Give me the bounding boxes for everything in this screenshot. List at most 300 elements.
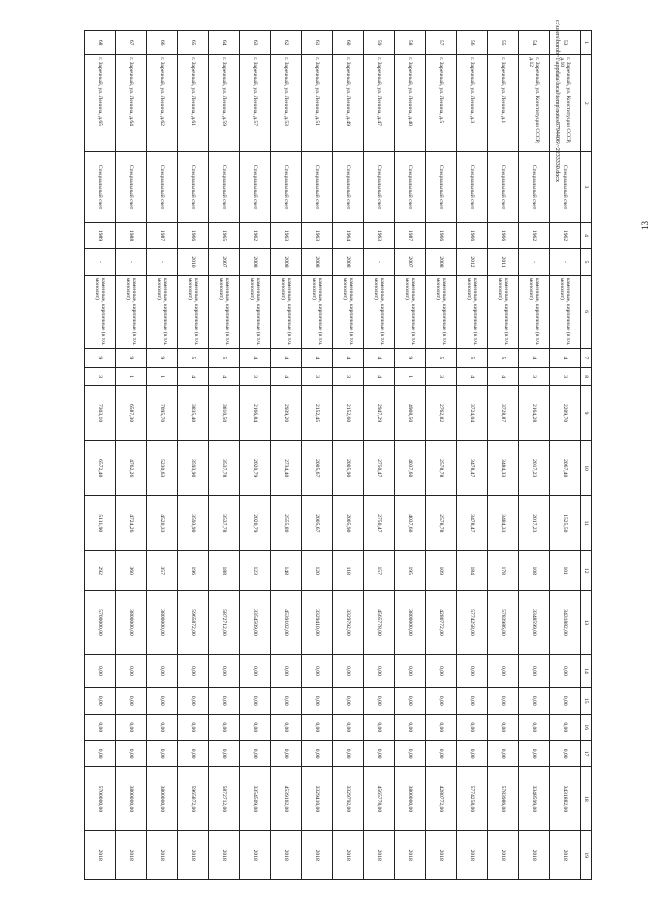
- table-cell: 2018: [178, 831, 209, 880]
- table-cell: каменные, кирпичные (в т.ч. монолит): [240, 275, 271, 348]
- table-cell: 3: [519, 368, 550, 386]
- table-cell: 1966: [457, 222, 488, 248]
- table-cell: 0,00: [116, 714, 147, 740]
- table-cell: 68: [85, 31, 116, 55]
- column-header: 18: [581, 767, 592, 831]
- table-cell: Специальный счет: [333, 152, 364, 223]
- table-cell: 0,00: [488, 688, 519, 714]
- table-cell: 58: [395, 31, 426, 55]
- column-header: 15: [581, 688, 592, 714]
- table-cell: 0,00: [271, 654, 302, 687]
- table-cell: 196: [178, 551, 209, 591]
- table-cell: -: [364, 249, 395, 275]
- table-cell: Специальный счет: [116, 152, 147, 223]
- table-cell: 3348599,00: [519, 767, 550, 831]
- table-cell: 0,00: [147, 740, 178, 766]
- table-cell: 0,00: [519, 714, 550, 740]
- table-cell: 2010: [178, 249, 209, 275]
- table-cell: 2018: [395, 831, 426, 880]
- table-cell: 2020,79: [240, 496, 271, 551]
- table-cell: 4565778,00: [364, 591, 395, 655]
- table-cell: г. Заречный, ул. Ленина, д.61: [178, 55, 209, 152]
- table-cell: 4: [333, 348, 364, 368]
- table-cell: 0,00: [271, 714, 302, 740]
- table-cell: 4: [209, 368, 240, 386]
- table-cell: 0,00: [116, 654, 147, 687]
- table-cell: 2008: [333, 249, 364, 275]
- table-cell: 0,00: [550, 654, 581, 687]
- table-cell: 108: [519, 551, 550, 591]
- table-cell: 56: [457, 31, 488, 55]
- table-cell: 1963: [302, 222, 333, 248]
- table-cell: 3354509,00: [240, 767, 271, 831]
- column-header: 17: [581, 740, 592, 766]
- column-header: 13: [581, 591, 592, 655]
- table-cell: 4908,50: [395, 385, 426, 440]
- table-cell: 5: [457, 348, 488, 368]
- table-cell: 4565778,00: [364, 767, 395, 831]
- table-cell: каменные, кирпичные (в т.ч. монолит): [426, 275, 457, 348]
- table-cell: 54: [519, 31, 550, 55]
- table-cell: г. Заречный, ул. Ленина, д.65: [85, 55, 116, 152]
- table-row: [85, 31, 116, 880]
- table-cell: г. Заречный, ул. Ленина, д.64: [116, 55, 147, 152]
- table-cell: каменные, кирпичные (в т.ч. монолит): [519, 275, 550, 348]
- table-cell: 0,00: [364, 654, 395, 687]
- table-cell: каменные, кирпичные (в т.ч. монолит): [147, 275, 178, 348]
- table-cell: Специальный счет: [209, 152, 240, 223]
- table-cell: 2008: [271, 249, 302, 275]
- table-cell: 0,00: [426, 688, 457, 714]
- table-cell: 0,00: [302, 654, 333, 687]
- table-cell: 2018: [426, 831, 457, 880]
- table-cell: 0,00: [333, 688, 364, 714]
- table-cell: 2939,20: [271, 385, 302, 440]
- table-cell: 2018: [85, 831, 116, 880]
- file-path-footer: c:\users\borob~1\appdata\local\temp\notes8794406\~2233330.docx: [554, 20, 560, 182]
- table-cell: 5: [209, 348, 240, 368]
- table-cell: 357: [147, 551, 178, 591]
- table-cell: 0,00: [178, 688, 209, 714]
- table-cell: -: [147, 249, 178, 275]
- table-cell: 3478,47: [457, 496, 488, 551]
- table-cell: 2020,79: [240, 441, 271, 496]
- table-cell: 3: [550, 368, 581, 386]
- table-cell: 65: [178, 31, 209, 55]
- table-cell: 5783986,00: [488, 591, 519, 655]
- table-cell: 2762,82: [426, 385, 457, 440]
- table-cell: 2005,90: [333, 496, 364, 551]
- table-row: [302, 31, 333, 880]
- table-cell: 184: [457, 551, 488, 591]
- table-cell: Специальный счет: [85, 152, 116, 223]
- table-cell: 3: [85, 368, 116, 386]
- table-cell: 4037,60: [395, 496, 426, 551]
- table-cell: 5111,90: [85, 496, 116, 551]
- table-cell: 2018: [519, 831, 550, 880]
- table-cell: 2018: [364, 831, 395, 880]
- table-cell: 0,00: [457, 714, 488, 740]
- table-cell: 0,00: [519, 654, 550, 687]
- table-cell: Специальный счет: [426, 152, 457, 223]
- table-cell: 195: [395, 551, 426, 591]
- table-cell: 1987: [147, 222, 178, 248]
- table-cell: 3728,87: [488, 385, 519, 440]
- table-cell: 2555,80: [271, 496, 302, 551]
- table-row: [333, 31, 364, 880]
- table-cell: каменные, кирпичные (в т.ч. монолит): [550, 275, 581, 348]
- table-cell: 0,00: [395, 688, 426, 714]
- table-cell: 120: [302, 551, 333, 591]
- table-cell: 3484,33: [488, 496, 519, 551]
- table-cell: 9: [147, 348, 178, 368]
- table-cell: Специальный счет: [240, 152, 271, 223]
- table-cell: 2152,45: [302, 385, 333, 440]
- table-cell: 4: [271, 368, 302, 386]
- table-cell: 3: [333, 368, 364, 386]
- table-cell: 4539102,00: [271, 767, 302, 831]
- table-cell: 3329410,00: [302, 767, 333, 831]
- table-cell: 0,00: [488, 714, 519, 740]
- table-cell: г. Заречный, ул. Ленина, д.59: [209, 55, 240, 152]
- table-cell: Специальный счет: [457, 152, 488, 223]
- table-cell: 64: [209, 31, 240, 55]
- table-cell: 3800000,00: [116, 767, 147, 831]
- table-cell: 2018: [240, 831, 271, 880]
- table-cell: каменные, кирпичные (в т.ч. монолит): [178, 275, 209, 348]
- table-cell: 0,00: [85, 714, 116, 740]
- table-cell: Специальный счет: [488, 152, 519, 223]
- column-header: 12: [581, 551, 592, 591]
- table-cell: 178: [488, 551, 519, 591]
- column-header: 14: [581, 654, 592, 687]
- table-cell: 1988: [116, 222, 147, 248]
- table-cell: 5: [488, 348, 519, 368]
- column-header: 3: [581, 152, 592, 223]
- table-cell: 4: [488, 368, 519, 386]
- page-number: 13: [640, 221, 650, 230]
- table-cell: 3431882,00: [550, 767, 581, 831]
- table-cell: 0,00: [488, 740, 519, 766]
- table-cell: 0,00: [550, 688, 581, 714]
- table-cell: 4539102,00: [271, 591, 302, 655]
- table-row: [519, 31, 550, 880]
- table-cell: 2007: [209, 249, 240, 275]
- table-cell: 59: [364, 31, 395, 55]
- table-cell: 4: [364, 348, 395, 368]
- table-cell: 3348599,00: [519, 591, 550, 655]
- table-cell: 4520,33: [147, 496, 178, 551]
- table-cell: 7095,70: [147, 385, 178, 440]
- table-cell: Специальный счет: [302, 152, 333, 223]
- column-header: 8: [581, 368, 592, 386]
- column-header: 9: [581, 385, 592, 440]
- table-cell: 0,00: [302, 714, 333, 740]
- table-cell: 360: [116, 551, 147, 591]
- table-cell: г. Заречный, ул. Ленина, д.47: [364, 55, 395, 152]
- table-cell: 66: [147, 31, 178, 55]
- table-row: [178, 31, 209, 880]
- table-cell: 4280772,00: [426, 591, 457, 655]
- table-cell: 4: [302, 348, 333, 368]
- table-cell: 2067,40: [550, 441, 581, 496]
- table-cell: 2578,78: [426, 441, 457, 496]
- table-cell: 0,00: [85, 654, 116, 687]
- table-cell: г. Заречный, ул. Ленина, д.57: [240, 55, 271, 152]
- table-cell: 0,00: [271, 688, 302, 714]
- table-cell: 3329792,00: [333, 591, 364, 655]
- table-cell: 118: [333, 551, 364, 591]
- table-cell: 0,00: [240, 654, 271, 687]
- table-row: [240, 31, 271, 880]
- table-cell: 1: [116, 368, 147, 386]
- table-cell: 5700000,00: [85, 591, 116, 655]
- table-cell: 0,00: [333, 740, 364, 766]
- table-cell: 3: [302, 368, 333, 386]
- table-cell: Специальный счет: [271, 152, 302, 223]
- table-cell: 62: [271, 31, 302, 55]
- table-cell: 0,00: [457, 688, 488, 714]
- table-cell: 0,00: [302, 688, 333, 714]
- table-cell: 123: [240, 551, 271, 591]
- table-cell: каменные, кирпичные (в т.ч. монолит): [302, 275, 333, 348]
- table-cell: г. Заречный, ул. Ленина, д.53: [271, 55, 302, 152]
- table-cell: Специальный счет: [364, 152, 395, 223]
- table-cell: 2018: [550, 831, 581, 880]
- table-cell: 0,00: [85, 688, 116, 714]
- table-cell: 3800000,00: [395, 591, 426, 655]
- table-cell: 5872712,00: [209, 591, 240, 655]
- table-cell: 0,00: [364, 714, 395, 740]
- table-cell: 1989: [85, 222, 116, 248]
- table-cell: 0,00: [209, 740, 240, 766]
- table-cell: каменные, кирпичные (в т.ч. монолит): [488, 275, 519, 348]
- table-cell: 1966: [426, 222, 457, 248]
- table-cell: 2018: [488, 831, 519, 880]
- table-body: [85, 31, 592, 880]
- table-cell: 0,00: [240, 714, 271, 740]
- table-cell: г. Заречный, ул. Ленина, д.40: [395, 55, 426, 152]
- column-header: 4: [581, 222, 592, 248]
- table-cell: 3478,47: [457, 441, 488, 496]
- table-cell: 2017,23: [519, 441, 550, 496]
- table-cell: 5965872,00: [178, 767, 209, 831]
- table-cell: 0,00: [395, 654, 426, 687]
- table-cell: 2578,78: [426, 496, 457, 551]
- table-cell: 5774258,00: [457, 591, 488, 655]
- table-cell: 6587,30: [116, 385, 147, 440]
- table-cell: 0,00: [426, 740, 457, 766]
- table-cell: 0,00: [519, 740, 550, 766]
- table-cell: 0,00: [240, 688, 271, 714]
- table-cell: 1963: [271, 222, 302, 248]
- table-cell: 2018: [333, 831, 364, 880]
- table-cell: 2018: [147, 831, 178, 880]
- table-row: [116, 31, 147, 880]
- column-header: 19: [581, 831, 592, 880]
- table-row: [488, 31, 519, 880]
- column-header: 2: [581, 55, 592, 152]
- table-cell: 3593,90: [178, 441, 209, 496]
- table-cell: 2734,40: [271, 441, 302, 496]
- table-cell: 7303,10: [85, 385, 116, 440]
- table-cell: 2011: [488, 249, 519, 275]
- table-cell: 0,00: [178, 714, 209, 740]
- table-cell: 4037,60: [395, 441, 426, 496]
- table-cell: 0,00: [519, 688, 550, 714]
- table-cell: каменные, кирпичные (в т.ч. монолит): [457, 275, 488, 348]
- table-cell: 67: [116, 31, 147, 55]
- table-cell: 0,00: [426, 714, 457, 740]
- housing-table: [84, 30, 592, 880]
- table-cell: 4: [178, 368, 209, 386]
- table-cell: 0,00: [271, 740, 302, 766]
- table-cell: 2008: [240, 249, 271, 275]
- table-cell: каменные, кирпичные (в т.ч. монолит): [395, 275, 426, 348]
- table-cell: 2947,29: [364, 385, 395, 440]
- table-cell: 3: [240, 368, 271, 386]
- table-cell: 61: [302, 31, 333, 55]
- table-cell: 2005,90: [333, 441, 364, 496]
- table-cell: 0,00: [209, 714, 240, 740]
- table-cell: 0,00: [395, 714, 426, 740]
- column-header: 5: [581, 249, 592, 275]
- table-cell: 4: [457, 368, 488, 386]
- table-cell: 0,00: [333, 654, 364, 687]
- table-cell: 57: [426, 31, 457, 55]
- table-cell: г. Заречный, ул. Конституции СССР, д.10: [550, 55, 581, 152]
- table-cell: 5: [178, 348, 209, 368]
- table-cell: 9: [116, 348, 147, 368]
- table-cell: г. Заречный, ул. Ленина, д.49: [333, 55, 364, 152]
- column-header: 7: [581, 348, 592, 368]
- table-cell: 1965: [209, 222, 240, 248]
- table-cell: 2017,23: [519, 496, 550, 551]
- table-cell: 0,00: [364, 740, 395, 766]
- column-header: 16: [581, 714, 592, 740]
- table-row: [271, 31, 302, 880]
- table-cell: Специальный счет: [147, 152, 178, 223]
- table-cell: 3593,90: [178, 496, 209, 551]
- table-cell: 148: [271, 551, 302, 591]
- column-header: 11: [581, 496, 592, 551]
- table-cell: 6572,40: [85, 441, 116, 496]
- table-cell: 0,00: [209, 654, 240, 687]
- table-cell: Специальный счет: [178, 152, 209, 223]
- table-cell: каменные, кирпичные (в т.ч. монолит): [85, 275, 116, 348]
- table-cell: 0,00: [147, 714, 178, 740]
- table-cell: 1525,50: [550, 496, 581, 551]
- header-row: [581, 31, 592, 880]
- table-cell: -: [519, 249, 550, 275]
- table-cell: 2005,67: [302, 441, 333, 496]
- column-header: 1: [581, 31, 592, 55]
- table-cell: 101: [550, 551, 581, 591]
- table-cell: 5783986,00: [488, 767, 519, 831]
- table-cell: 3810,50: [209, 385, 240, 440]
- table-cell: 3354509,00: [240, 591, 271, 655]
- table-cell: 53: [550, 31, 581, 55]
- table-cell: Специальный счет: [395, 152, 426, 223]
- table-cell: 2018: [457, 831, 488, 880]
- table-cell: 0,00: [302, 740, 333, 766]
- table-cell: 3800000,00: [147, 591, 178, 655]
- table-cell: 3537,78: [209, 496, 240, 551]
- table-cell: 2750,47: [364, 441, 395, 496]
- table-cell: 2007: [395, 249, 426, 275]
- table-row: [147, 31, 178, 880]
- table-cell: 1962: [550, 222, 581, 248]
- table-cell: 2750,47: [364, 496, 395, 551]
- table-cell: 5: [426, 348, 457, 368]
- table-cell: 0,00: [147, 688, 178, 714]
- table-cell: г. Заречный, ул. Ленина, д.62: [147, 55, 178, 152]
- table-cell: 0,00: [550, 714, 581, 740]
- table-cell: 0,00: [457, 654, 488, 687]
- table-cell: 63: [240, 31, 271, 55]
- table-cell: -: [85, 249, 116, 275]
- table-row: [364, 31, 395, 880]
- table-cell: 3329410,00: [302, 591, 333, 655]
- table-cell: 2209,70: [550, 385, 581, 440]
- table-cell: 0,00: [550, 740, 581, 766]
- table-cell: 4: [271, 348, 302, 368]
- table-cell: 9: [85, 348, 116, 368]
- table-cell: 3: [426, 368, 457, 386]
- table-cell: 3329792,00: [333, 767, 364, 831]
- table-cell: 1964: [333, 222, 364, 248]
- table-cell: каменные, кирпичные (в т.ч. монолит): [333, 275, 364, 348]
- table-row: [426, 31, 457, 880]
- table-cell: 0,00: [85, 740, 116, 766]
- table-cell: 3537,78: [209, 441, 240, 496]
- table-cell: 4: [550, 348, 581, 368]
- table-cell: 2166,84: [240, 385, 271, 440]
- table-cell: г. Заречный, ул. Конституции СССР, д.12: [519, 55, 550, 152]
- table-cell: 1: [147, 368, 178, 386]
- table-cell: 9: [395, 348, 426, 368]
- table-cell: 3800000,00: [116, 591, 147, 655]
- table-cell: 3800000,00: [147, 767, 178, 831]
- table-cell: Специальный счет: [550, 152, 581, 223]
- table-row: [457, 31, 488, 880]
- table-cell: 1966: [488, 222, 519, 248]
- document-table-container: [62, 30, 592, 880]
- table-cell: 4: [519, 348, 550, 368]
- table-cell: 2008: [426, 249, 457, 275]
- table-cell: каменные, кирпичные (в т.ч. монолит): [116, 275, 147, 348]
- table-row: [209, 31, 240, 880]
- table-cell: 5872712,00: [209, 767, 240, 831]
- table-cell: 4: [364, 368, 395, 386]
- table-cell: -: [116, 249, 147, 275]
- table-cell: 4724,26: [116, 496, 147, 551]
- table-cell: 1962: [240, 222, 271, 248]
- table-cell: 0,00: [395, 740, 426, 766]
- table-row: [395, 31, 426, 880]
- table-cell: 4762,26: [116, 441, 147, 496]
- table-cell: -: [550, 249, 581, 275]
- table-cell: 2152,60: [333, 385, 364, 440]
- table-cell: 0,00: [457, 740, 488, 766]
- table-cell: 5774258,00: [457, 767, 488, 831]
- table-cell: 0,00: [147, 654, 178, 687]
- column-header: 6: [581, 275, 592, 348]
- table-cell: 0,00: [178, 654, 209, 687]
- table-cell: 4280772,00: [426, 767, 457, 831]
- table-cell: г. Заречный, ул. Ленина, д.51: [302, 55, 333, 152]
- table-cell: 5700000,00: [85, 767, 116, 831]
